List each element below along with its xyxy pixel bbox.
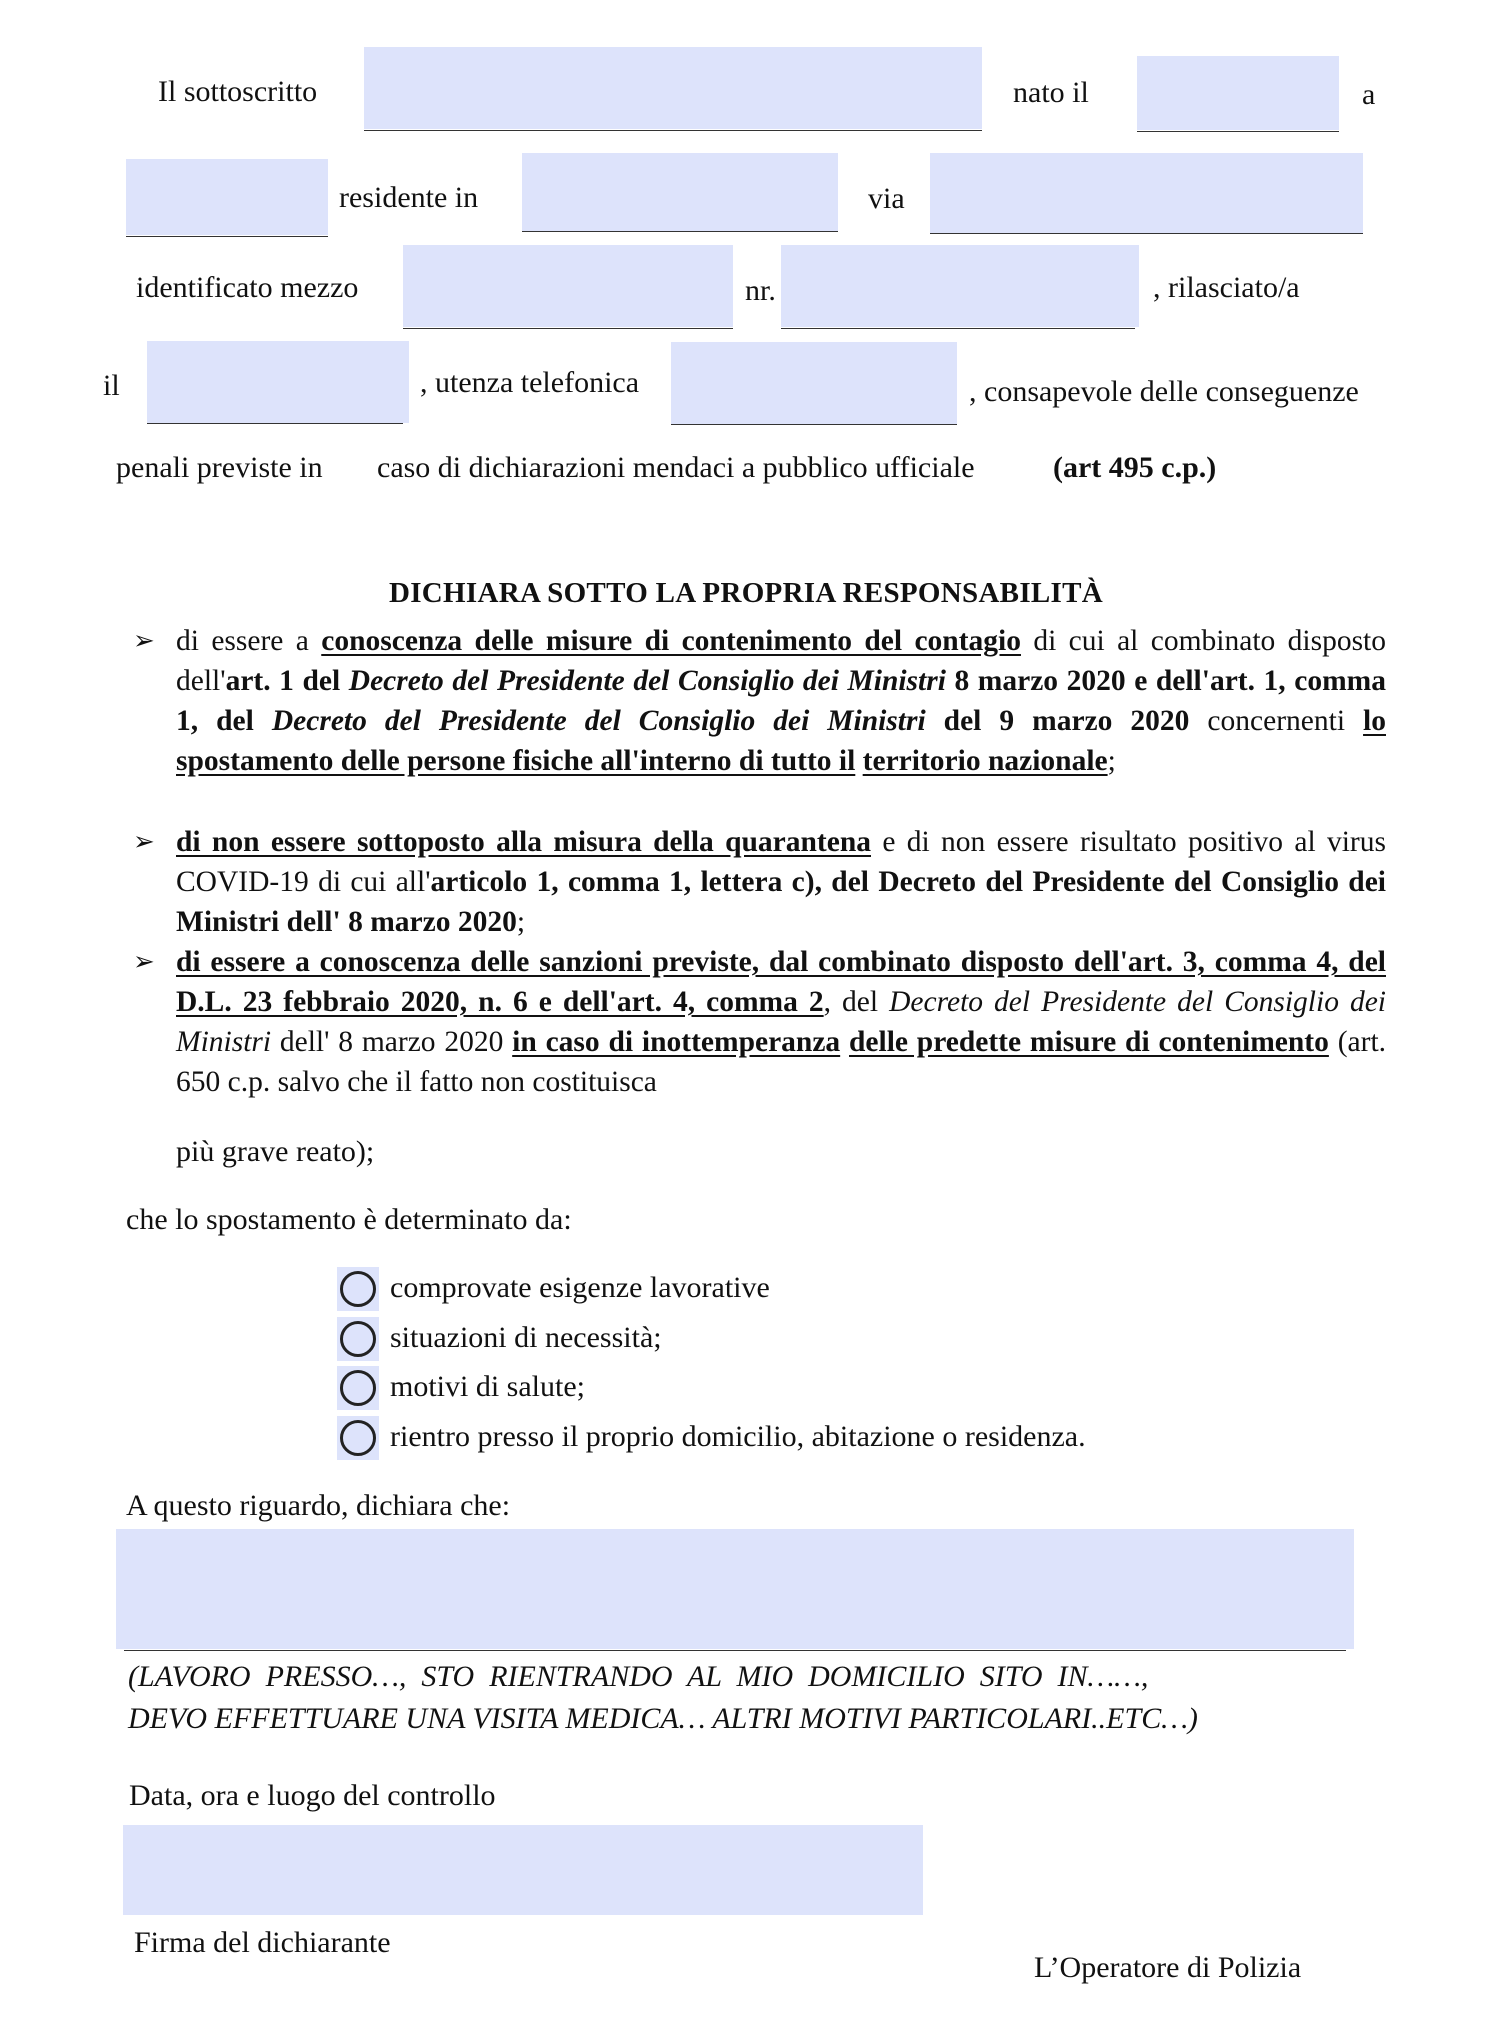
statement-example (128, 1656, 1340, 1740)
label-rilasciato: , rilasciato/a (1153, 271, 1300, 304)
control-label: Data, ora e luogo del controllo (129, 1779, 496, 1812)
label-a: a (1362, 78, 1376, 111)
residence-city-field[interactable] (522, 153, 838, 231)
label-nr: nr. (745, 274, 776, 307)
birth-date-field[interactable] (1137, 56, 1339, 130)
birth-place-field[interactable] (126, 159, 328, 235)
id-number-field[interactable] (781, 245, 1139, 327)
arrow-bullet-icon: ➢ (133, 827, 155, 857)
reasons-intro: che lo spostamento è determinato da: (126, 1203, 572, 1236)
label-sottoscritto: Il sottoscritto (158, 75, 318, 108)
residence-city-underline (522, 231, 838, 232)
option-label: situazioni di necessità; (390, 1321, 662, 1354)
label-consapevole: , consapevole delle conseguenze (969, 375, 1359, 408)
label-art-495: (art 495 c.p.) (1053, 451, 1217, 484)
option-label: comprovate esigenze lavorative (390, 1271, 770, 1304)
statement-underline (124, 1650, 1346, 1651)
name-underline (364, 130, 982, 131)
arrow-bullet-icon: ➢ (133, 947, 155, 977)
statement-label: A questo riguardo, dichiara che: (126, 1489, 511, 1522)
id-document-field[interactable] (403, 245, 733, 327)
statement-example-line: DEVO EFFETTUARE UNA VISITA MEDICA… ALTRI MOTIVI PARTICOLARI..ETC…) (128, 1702, 1198, 1735)
arrow-bullet-icon: ➢ (133, 626, 155, 656)
label-nato-il: nato il (1013, 76, 1089, 109)
bullet-misure-contenimento: di essere a conoscenza delle misure di contenimento del contagio di cui al combinato disposto dell'art. 1 del Decreto del Presidente del Consiglio dei Ministri 8 marzo 2020 e dell'art. 1, comma 1, del Decreto del Presidente del Consiglio dei Ministri del 9 marzo 2020 concernenti lo spostamento delle persone fisiche all'interno di tutto il territorio nazionale; (176, 625, 1387, 777)
radio-esigenze-lavorative[interactable] (337, 1267, 379, 1311)
id-document-underline (403, 328, 733, 329)
birth-place-underline (126, 236, 328, 237)
birth-date-underline (1137, 131, 1339, 132)
bullet-sanzioni: di essere a conoscenza delle sanzioni previste, dal combinato disposto dell'art. 3, comma 4, del D.L. 23 febbraio 2020, n. 6 e dell'art. 4, comma 2, del Decreto del Presidente del Consiglio dei Ministri dell' 8 marzo 2020 in caso di inottemperanza delle predette misure di contenimento (art. 650 c.p. salvo che il fatto non costituisca (176, 946, 1387, 1098)
radio-rientro-domicilio[interactable] (337, 1416, 379, 1460)
id-number-underline (781, 328, 1135, 329)
issue-date-underline (147, 423, 403, 424)
phone-underline (671, 424, 957, 425)
officer-label: L’Operatore di Polizia (1034, 1951, 1302, 1984)
statement-field[interactable] (116, 1529, 1354, 1649)
label-il: il (103, 369, 120, 402)
label-identificato-mezzo: identificato mezzo (136, 271, 359, 304)
bullet-quarantena: di non essere sottoposto alla misura della quarantena e di non essere risultato positivo al virus COVID-19 di cui all'articolo 1, comma 1, lettera c), del Decreto del Presidente del Consiglio dei Ministri dell' 8 marzo 2020; (176, 826, 1386, 938)
radio-necessita[interactable] (337, 1317, 379, 1361)
residence-street-underline (930, 233, 1363, 234)
date-time-place-field[interactable] (123, 1825, 923, 1915)
label-dichiarazioni-mendaci: caso di dichiarazioni mendaci a pubblico ufficiale (377, 451, 975, 484)
statement-example-line: (LAVORO PRESSO…, STO RIENTRANDO AL MIO DOMICILIO SITO IN……, (128, 1660, 1149, 1693)
label-via: via (868, 182, 905, 215)
label-residente-in: residente in (339, 181, 479, 214)
radio-salute[interactable] (337, 1366, 379, 1410)
residence-street-field[interactable] (930, 153, 1363, 233)
declaration-title: DICHIARA SOTTO LA PROPRIA RESPONSABILITÀ (388, 577, 1104, 609)
signature-label: Firma del dichiarante (134, 1926, 391, 1959)
option-label: motivi di salute; (390, 1370, 585, 1403)
label-utenza-telefonica: , utenza telefonica (420, 366, 640, 399)
label-penali: penali previste in (116, 451, 323, 484)
option-label: rientro presso il proprio domicilio, abitazione o residenza. (390, 1420, 1086, 1453)
issue-date-field[interactable] (147, 341, 409, 423)
phone-field[interactable] (671, 342, 957, 424)
name-field[interactable] (364, 47, 982, 129)
bullet-sanzioni-end: più grave reato); (176, 1135, 375, 1168)
